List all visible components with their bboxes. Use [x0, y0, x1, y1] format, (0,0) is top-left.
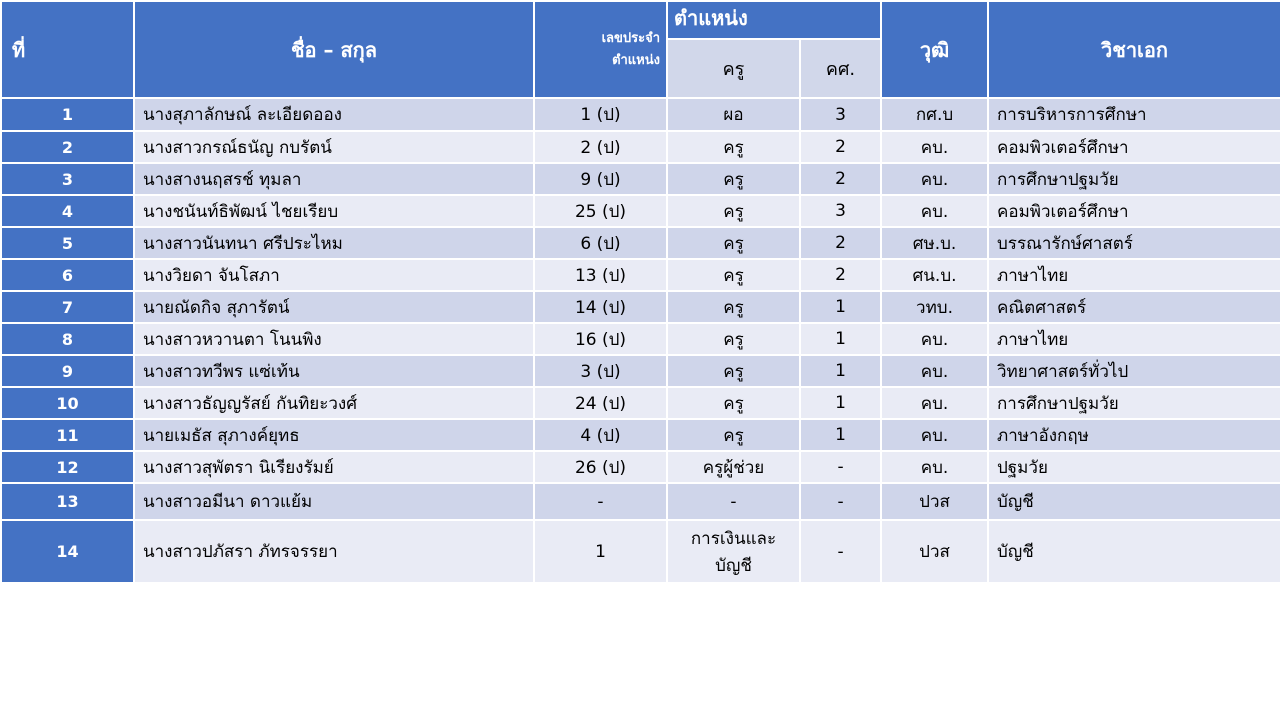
- row-position-number: 1: [534, 520, 667, 583]
- row-no: 11: [1, 419, 134, 451]
- row-name: นางชนันท์ธิพัฒน์ ไชยเรียบ: [134, 195, 534, 227]
- row-position-number: 24 (ป): [534, 387, 667, 419]
- table-row: [1, 259, 1280, 291]
- row-degree: ปวส: [881, 483, 988, 520]
- row-major: การบริหารการศึกษา: [988, 98, 1280, 131]
- row-level: 2: [800, 131, 881, 163]
- row-major: คอมพิวเตอร์ศึกษา: [988, 195, 1280, 227]
- table-row: [1, 323, 1280, 355]
- row-name: นางสาวสุพัตรา นิเรียงรัมย์: [134, 451, 534, 483]
- row-position-number: -: [534, 483, 667, 520]
- row-name: นางสาวหวานตา โนนพิง: [134, 323, 534, 355]
- table-row: [1, 387, 1280, 419]
- row-no: 3: [1, 163, 134, 195]
- table-row: [1, 131, 1280, 163]
- row-level: 1: [800, 323, 881, 355]
- row-level: 1: [800, 355, 881, 387]
- row-no: 10: [1, 387, 134, 419]
- table-row: [1, 483, 1280, 520]
- row-no: 9: [1, 355, 134, 387]
- header-name: ชื่อ – สกุล: [134, 1, 534, 98]
- row-major: ภาษาอังกฤษ: [988, 419, 1280, 451]
- row-major: การศึกษาปฐมวัย: [988, 387, 1280, 419]
- row-degree: คบ.: [881, 163, 988, 195]
- row-name: นางวิยดา จันโสภา: [134, 259, 534, 291]
- table-row: [1, 520, 1280, 583]
- row-level: -: [800, 483, 881, 520]
- row-degree: ศน.บ.: [881, 259, 988, 291]
- row-degree: คบ.: [881, 195, 988, 227]
- row-name: นางสาวนันทนา ศรีประไหม: [134, 227, 534, 259]
- row-degree: คบ.: [881, 419, 988, 451]
- header-position: ตำแหน่ง: [667, 1, 881, 39]
- row-level: 2: [800, 259, 881, 291]
- row-name: นายณัดกิจ สุภารัตน์: [134, 291, 534, 323]
- row-position-number: 4 (ป): [534, 419, 667, 451]
- header-position-teacher: ครู: [667, 39, 800, 98]
- row-position: ครู: [667, 323, 800, 355]
- row-no: 13: [1, 483, 134, 520]
- table-row: [1, 195, 1280, 227]
- row-name: นางสาวกรณ์ธนัญ กบรัตน์: [134, 131, 534, 163]
- row-major: บัญชี: [988, 483, 1280, 520]
- table-row: [1, 355, 1280, 387]
- row-position-number: 26 (ป): [534, 451, 667, 483]
- header-no: ที่: [1, 1, 134, 98]
- row-level: 1: [800, 419, 881, 451]
- row-name: นางสาวอมีนา ดาวแย้ม: [134, 483, 534, 520]
- row-position-number: 3 (ป): [534, 355, 667, 387]
- row-major: คอมพิวเตอร์ศึกษา: [988, 131, 1280, 163]
- row-name: นางสาวปภัสรา ภัทรจรรยา: [134, 520, 534, 583]
- row-position: ครู: [667, 355, 800, 387]
- row-major: วิทยาศาสตร์ทั่วไป: [988, 355, 1280, 387]
- row-position: ครู: [667, 259, 800, 291]
- row-major: ปฐมวัย: [988, 451, 1280, 483]
- row-position-number: 2 (ป): [534, 131, 667, 163]
- row-degree: คบ.: [881, 451, 988, 483]
- row-name: นางสาวธัญญรัสย์ กันทิยะวงศ์: [134, 387, 534, 419]
- table-row: [1, 291, 1280, 323]
- row-position-number: 16 (ป): [534, 323, 667, 355]
- row-level: -: [800, 520, 881, 583]
- table-row: [1, 419, 1280, 451]
- row-no: 8: [1, 323, 134, 355]
- row-position: [667, 520, 800, 583]
- row-position: -: [667, 483, 800, 520]
- row-degree: กศ.บ: [881, 98, 988, 131]
- row-position-number: 1 (ป): [534, 98, 667, 131]
- row-name: นางสุภาลักษณ์ ละเอียดออง: [134, 98, 534, 131]
- header-position-number: [534, 1, 667, 98]
- table-row: [1, 98, 1280, 131]
- row-major: การศึกษาปฐมวัย: [988, 163, 1280, 195]
- row-position: ครู: [667, 291, 800, 323]
- header-position-number-line2: ตำแหน่ง: [612, 52, 660, 68]
- row-no: 4: [1, 195, 134, 227]
- row-level: 1: [800, 387, 881, 419]
- row-level: 3: [800, 98, 881, 131]
- table-body: [1, 98, 1280, 583]
- row-level: 2: [800, 163, 881, 195]
- header-position-number-line1: เลขประจำ: [601, 30, 660, 46]
- row-position-number: 14 (ป): [534, 291, 667, 323]
- row-no: 5: [1, 227, 134, 259]
- row-position: ครู: [667, 227, 800, 259]
- header-position-level: คศ.: [800, 39, 881, 98]
- row-position: ครูผู้ช่วย: [667, 451, 800, 483]
- row-name: นางสาวทวีพร แซ่เท้น: [134, 355, 534, 387]
- table-row: [1, 227, 1280, 259]
- row-no: 2: [1, 131, 134, 163]
- row-position-number: 25 (ป): [534, 195, 667, 227]
- row-major: ภาษาไทย: [988, 323, 1280, 355]
- row-position: ครู: [667, 163, 800, 195]
- header-degree: วุฒิ: [881, 1, 988, 98]
- row-name: นางสางนฤสรช์ ทุมลา: [134, 163, 534, 195]
- row-degree: คบ.: [881, 323, 988, 355]
- row-level: 1: [800, 291, 881, 323]
- row-major: บรรณารักษ์ศาสตร์: [988, 227, 1280, 259]
- row-major: คณิตศาสตร์: [988, 291, 1280, 323]
- row-degree: คบ.: [881, 131, 988, 163]
- row-level: 3: [800, 195, 881, 227]
- row-name: นายเมธัส สุภางค์ยุทธ: [134, 419, 534, 451]
- table-row: [1, 451, 1280, 483]
- row-position-number: 9 (ป): [534, 163, 667, 195]
- row-no: 6: [1, 259, 134, 291]
- row-major: ภาษาไทย: [988, 259, 1280, 291]
- row-position-line2: บัญชี: [715, 555, 752, 576]
- row-degree: ศษ.บ.: [881, 227, 988, 259]
- row-no: 12: [1, 451, 134, 483]
- row-position-number: 6 (ป): [534, 227, 667, 259]
- row-position-number: 13 (ป): [534, 259, 667, 291]
- row-degree: คบ.: [881, 355, 988, 387]
- row-level: -: [800, 451, 881, 483]
- row-level: 2: [800, 227, 881, 259]
- row-degree: วทบ.: [881, 291, 988, 323]
- row-position: ครู: [667, 131, 800, 163]
- row-degree: ปวส: [881, 520, 988, 583]
- row-position-line1: การเงินและ: [690, 528, 777, 549]
- row-position: ผอ: [667, 98, 800, 131]
- row-position: ครู: [667, 195, 800, 227]
- row-position: ครู: [667, 419, 800, 451]
- row-no: 7: [1, 291, 134, 323]
- row-major: บัญชี: [988, 520, 1280, 583]
- header-major: วิชาเอก: [988, 1, 1280, 98]
- row-position: ครู: [667, 387, 800, 419]
- row-degree: คบ.: [881, 387, 988, 419]
- row-no: 14: [1, 520, 134, 583]
- table-header: [1, 1, 1280, 98]
- row-no: 1: [1, 98, 134, 131]
- table-row: [1, 163, 1280, 195]
